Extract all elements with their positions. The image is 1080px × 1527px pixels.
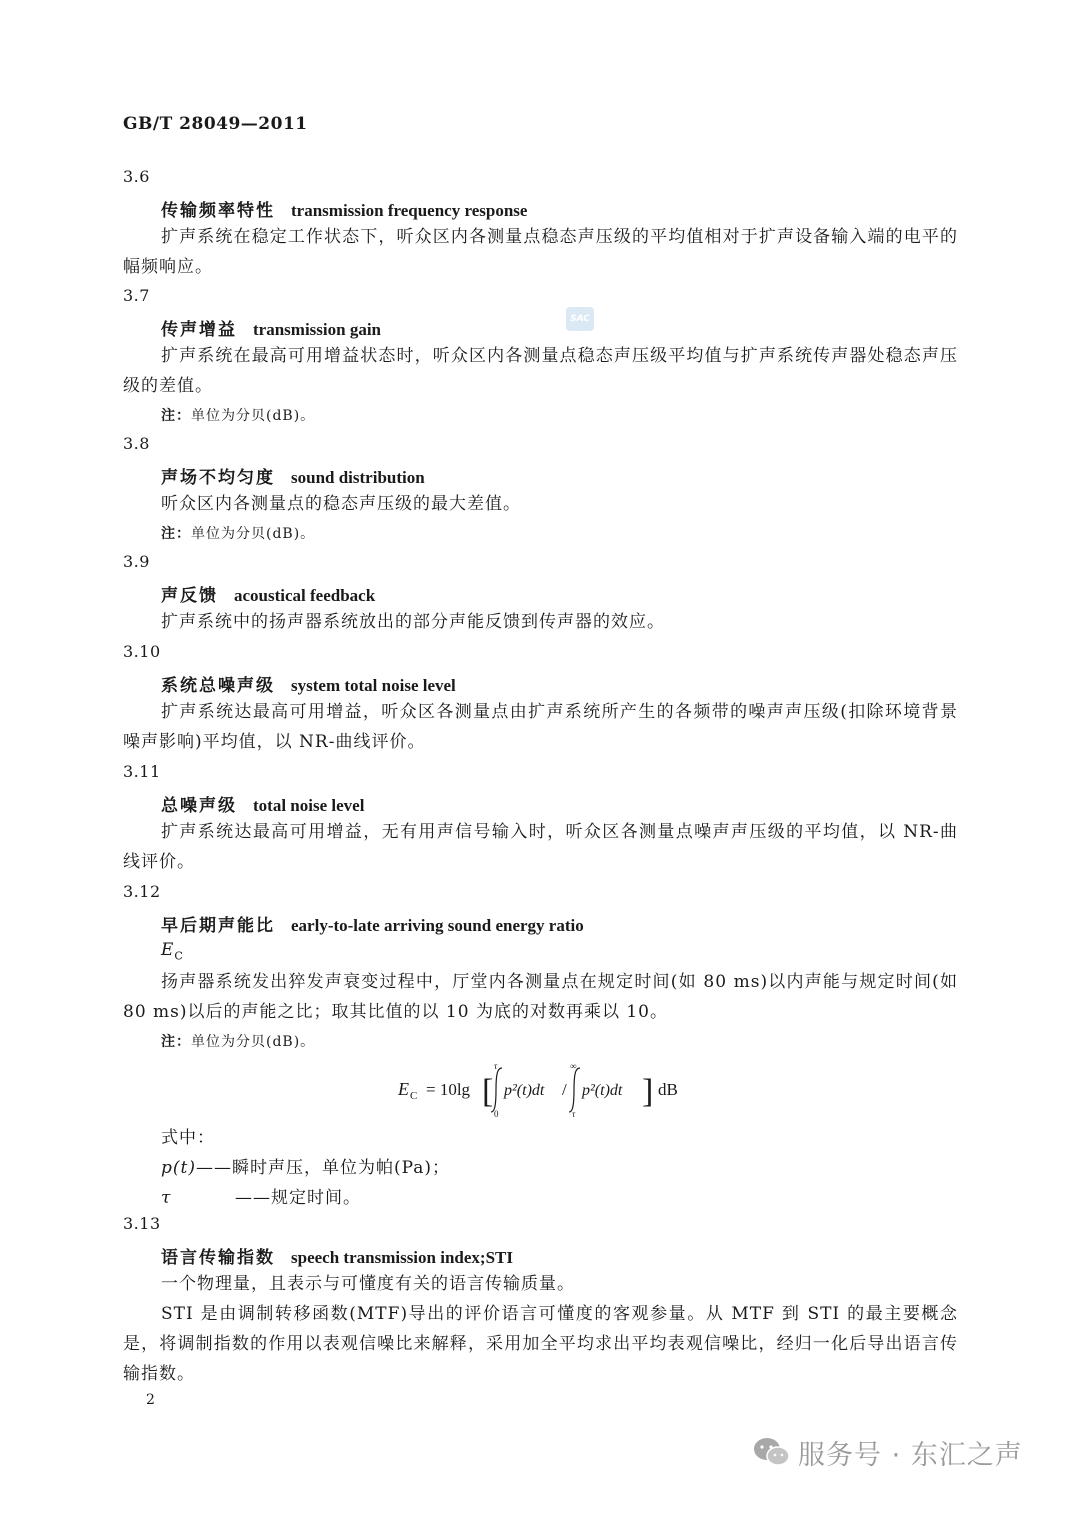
term-heading (161, 315, 381, 340)
where-item-p (161, 1153, 450, 1178)
where-symbol: τ (161, 1188, 172, 1208)
integral-lower-2: τ (572, 1109, 576, 1118)
note-label: 注： (161, 1034, 191, 1050)
sac-watermark-logo: SAC (566, 307, 594, 331)
term-english: transmission frequency response (291, 201, 528, 220)
term-heading (161, 1243, 513, 1268)
term-chinese: 传声增益 (161, 320, 237, 340)
definition-text: 听众区内各测量点的稳态声压级的最大差值。 (161, 494, 521, 514)
term-chinese: 早后期声能比 (161, 916, 275, 936)
formula-slash: / (562, 1080, 567, 1099)
term-heading (161, 791, 364, 816)
clause-number: 3.9 (123, 552, 150, 571)
clause-number: 3.11 (123, 762, 161, 781)
integral-upper-1: τ (494, 1062, 498, 1071)
note (161, 523, 315, 543)
integral-sign-2 (569, 1068, 580, 1112)
term-english: speech transmission index;STI (291, 1248, 513, 1267)
where-label: 式中： (161, 1128, 215, 1148)
where-desc: ——规定时间。 (235, 1188, 361, 1208)
definition-text: 扩声系统达最高可用增益，听众区各测量点由扩声系统所产生的各频带的噪声声压级(扣除环境背景噪声影响)平均值，以 NR-曲线评价。 (123, 702, 958, 752)
definition-text: 扬声器系统发出猝发声衰变过程中，厅堂内各测量点在规定时间(如 80 ms)以内声能与规定时间(如 80 ms)以后的声能之比；取其比值的以 10 为底的对数再乘以 10。 (123, 972, 958, 1022)
brand-text: 服务号 · 东汇之声 (798, 1439, 1023, 1471)
clause-number: 3.10 (123, 642, 161, 661)
term-symbol (161, 940, 184, 962)
note-label: 注： (161, 408, 191, 424)
clause-number: 3.7 (123, 286, 150, 305)
definition-text: 一个物理量，且表示与可懂度有关的语言传输质量。 (161, 1274, 575, 1294)
formula-lhs-sub: C (410, 1090, 418, 1102)
integrand-2: p²(t)dt (582, 1082, 623, 1099)
term-heading (161, 196, 527, 221)
clause-number: 3.8 (123, 434, 150, 453)
term-english: system total noise level (291, 676, 456, 695)
clause-number: 3.13 (123, 1214, 161, 1233)
note-label: 注： (161, 526, 191, 542)
left-bracket: [ (482, 1073, 494, 1110)
term-english: transmission gain (253, 320, 381, 339)
where-desc: ——瞬时声压，单位为帕(Pa)； (195, 1158, 451, 1178)
term-heading (161, 671, 456, 696)
wechat-icon (752, 1435, 792, 1469)
term-heading (161, 911, 584, 936)
formula-unit: dB (658, 1080, 678, 1099)
term-english: early-to-late arriving sound energy ratio (291, 916, 584, 935)
term-english: total noise level (253, 796, 365, 815)
wechat-brand-watermark (752, 1430, 1023, 1474)
term-heading (161, 463, 425, 488)
note-text: 单位为分贝(dB)。 (191, 1034, 316, 1050)
note-text: 单位为分贝(dB)。 (191, 526, 316, 542)
clause-number: 3.12 (123, 882, 161, 901)
note (161, 405, 315, 425)
term-english: acoustical feedback (234, 586, 376, 605)
definition-text: 扩声系统在稳定工作状态下，听众区内各测量点稳态声压级的平均值相对于扩声设备输入端的电平的幅频响应。 (123, 227, 958, 277)
formula-lhs: E (398, 1079, 409, 1099)
where-symbol: p(t) (161, 1158, 196, 1178)
integral-lower-1: 0 (494, 1109, 499, 1118)
integrand-1: p²(t)dt (504, 1082, 545, 1099)
definition-text-2: STI 是由调制转移函数(MTF)导出的评价语言可懂度的客观参量。从 MTF 到 STI 的最主要概念是，将调制指数的作用以表观信噪比来解释，采用加全平均求出平均表观信噪比，经归一化后导出语言传输指数。 (123, 1304, 958, 1384)
definition-text: 扩声系统在最高可用增益状态时，听众区内各测量点稳态声压级平均值与扩声系统传声器处稳态声压级的差值。 (123, 346, 958, 396)
formula-eq: = 10lg (426, 1080, 471, 1099)
right-bracket: ] (642, 1073, 654, 1110)
document-id: GB/T 28049—2011 (123, 114, 308, 134)
note-text: 单位为分贝(dB)。 (191, 408, 316, 424)
term-chinese: 声场不均匀度 (161, 468, 275, 488)
term-chinese: 声反馈 (161, 586, 218, 606)
term-english: sound distribution (291, 468, 425, 487)
ec-formula (398, 1062, 698, 1118)
term-chinese: 总噪声级 (161, 796, 237, 816)
symbol-subscript: C (174, 949, 184, 963)
term-chinese: 语言传输指数 (161, 1248, 275, 1268)
symbol-base: E (161, 940, 175, 960)
term-chinese: 传输频率特性 (161, 201, 275, 221)
note (161, 1031, 315, 1051)
integral-upper-2: ∞ (570, 1062, 577, 1071)
where-item-tau (161, 1183, 361, 1208)
term-chinese: 系统总噪声级 (161, 676, 275, 696)
term-heading (161, 581, 375, 606)
clause-number: 3.6 (123, 167, 150, 186)
definition-text: 扩声系统中的扬声器系统放出的部分声能反馈到传声器的效应。 (161, 612, 665, 632)
page-number: 2 (146, 1392, 155, 1408)
definition-text: 扩声系统达最高可用增益，无有用声信号输入时，听众区各测量点噪声声压级的平均值，以 NR-曲线评价。 (123, 822, 958, 872)
